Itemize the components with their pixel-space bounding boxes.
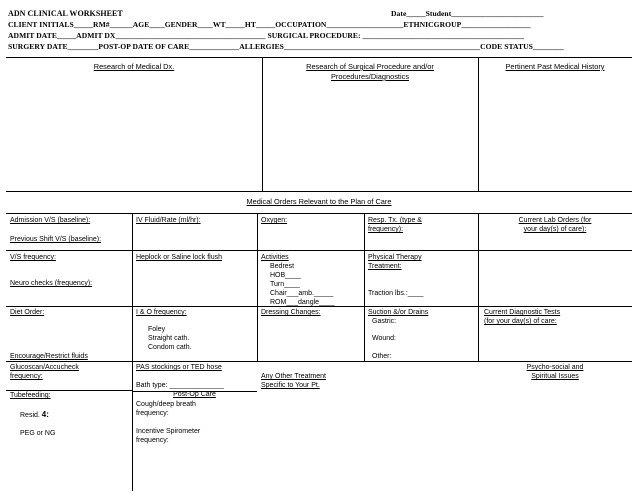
bath-type-field[interactable]: Bath type: ______________ — [136, 382, 224, 389]
lab-orders-label-2: your day(s) of care): — [523, 226, 587, 233]
neuro-checks-label: Neuro checks (frequency): — [10, 280, 93, 287]
psychosocial-label-1: Psycho-social and — [526, 364, 584, 371]
pas-stockings-label: PAS stockings or TED hose — [136, 364, 222, 371]
physical-therapy-label-2: Treatment: — [368, 263, 402, 270]
turn-field[interactable]: Turn____ — [270, 281, 300, 288]
dressing-changes-label: Dressing Changes: — [261, 309, 321, 316]
orders-row4-border — [6, 361, 632, 362]
orders-row5-border-left — [6, 390, 132, 391]
diagnostic-tests-label-1: Current Diagnostic Tests — [484, 309, 561, 316]
orders-row3-border — [6, 306, 632, 307]
diet-order-label: Diet Order: — [10, 309, 45, 316]
admission-vs-label: Admission V/S (baseline): — [10, 217, 91, 224]
resid-label — [20, 410, 49, 419]
lab-orders-label-1: Current Lab Orders (for — [518, 217, 592, 224]
encourage-fluids-label: Encourage/Restrict fluids — [10, 353, 88, 360]
activities-label: Activities — [261, 254, 289, 261]
research-medical-dx-heading: Research of Medical Dx. — [93, 62, 175, 71]
physical-therapy-label-1: Physical Therapy — [368, 254, 422, 261]
hob-field[interactable]: HOB____ — [270, 272, 301, 279]
surgery-info-line[interactable]: SURGERY DATE________POST-OP DATE OF CARE_____________ALLERGIES___________________________________________________CODE STATUS________ — [8, 42, 564, 51]
research-top-border — [6, 57, 632, 58]
rom-dangle-field[interactable]: ROM___dangle____ — [270, 299, 335, 306]
io-frequency-label: I & O frequency: — [136, 309, 187, 316]
date-student-field[interactable]: Date_____Student________________________ — [391, 9, 544, 18]
post-op-care-label: Post-Op Care — [173, 391, 216, 398]
cough-deep-breath-label-1: Cough/deep breath — [136, 401, 196, 408]
heplock-label: Heplock or Saline lock flush — [136, 254, 222, 261]
research-divider-2 — [478, 57, 479, 191]
traction-field[interactable]: Traction lbs.:____ — [368, 290, 424, 297]
orders-top-border — [6, 191, 632, 192]
peg-ng-label: PEG or NG — [20, 430, 56, 437]
straight-cath-label: Straight cath. — [148, 335, 190, 342]
suction-drains-label: Suction &/or Drains — [368, 309, 429, 316]
foley-label: Foley — [148, 326, 166, 333]
worksheet-title: ADN CLINICAL WORKSHEET — [8, 9, 123, 18]
resid-value: 4: — [41, 410, 49, 419]
incentive-spirometer-label-1: Incentive Spirometer — [136, 428, 201, 435]
research-surgical-heading-1: Research of Surgical Procedure and/or — [306, 62, 434, 71]
other-label: Other: — [372, 353, 392, 360]
orders-divider-2 — [257, 213, 258, 361]
vs-frequency-label: V/S frequency: — [10, 254, 56, 261]
previous-shift-vs-label: Previous Shift V/S (baseline): — [10, 236, 102, 243]
admit-info-line[interactable]: ADMIT DATE_____ADMIT DX_______________________________________ SURGICAL PROCEDURE: __________________________________________ — [8, 31, 525, 40]
glucoscan-label-2: frequency: — [10, 373, 43, 380]
gastric-label: Gastric: — [372, 318, 397, 325]
orders-grid-top — [6, 213, 632, 214]
client-info-line[interactable]: CLIENT INITIALS_____RM#______AGE____GENDER____WT_____HT_____OCCUPATION____________________ETHNICGROUP__________________ — [8, 20, 531, 29]
orders-divider-3 — [364, 213, 365, 361]
tubefeeding-label: Tubefeeding: — [10, 392, 51, 399]
resp-tx-label-2: frequency): — [368, 226, 404, 233]
research-surgical-heading-2: Procedures/Diagnostics — [330, 72, 410, 81]
wound-label: Wound: — [372, 335, 396, 342]
other-treatment-label-2: Specific to Your Pt. — [261, 382, 320, 389]
glucoscan-label-1: Glucoscan/Accucheck — [10, 364, 79, 371]
condom-cath-label: Condom cath. — [148, 344, 192, 351]
orders-divider-4 — [478, 213, 479, 361]
cough-deep-breath-label-2: frequency: — [136, 410, 169, 417]
past-medical-history-heading: Pertinent Past Medical History — [505, 62, 605, 71]
resp-tx-label-1: Resp. Tx. (type & — [368, 217, 422, 224]
medical-orders-title: Medical Orders Relevant to the Plan of Care — [246, 197, 392, 206]
orders-row2-border — [6, 250, 632, 251]
orders-divider-1 — [132, 213, 133, 491]
resid-label-text: Resid. — [20, 412, 40, 419]
incentive-spirometer-label-2: frequency: — [136, 437, 169, 444]
diagnostic-tests-label-2: (for your day(s) of care: — [484, 318, 557, 325]
psychosocial-label-2: Spiritual Issues — [531, 373, 579, 380]
other-treatment-label-1: Any Other Treatment — [261, 373, 326, 380]
oxygen-label: Oxygen: — [261, 217, 288, 224]
chair-amb-field[interactable]: Chair___amb._____ — [270, 290, 334, 297]
iv-fluid-rate-label: IV Fluid/Rate (ml/hr): — [136, 217, 201, 224]
bedrest-label: Bedrest — [270, 263, 295, 270]
